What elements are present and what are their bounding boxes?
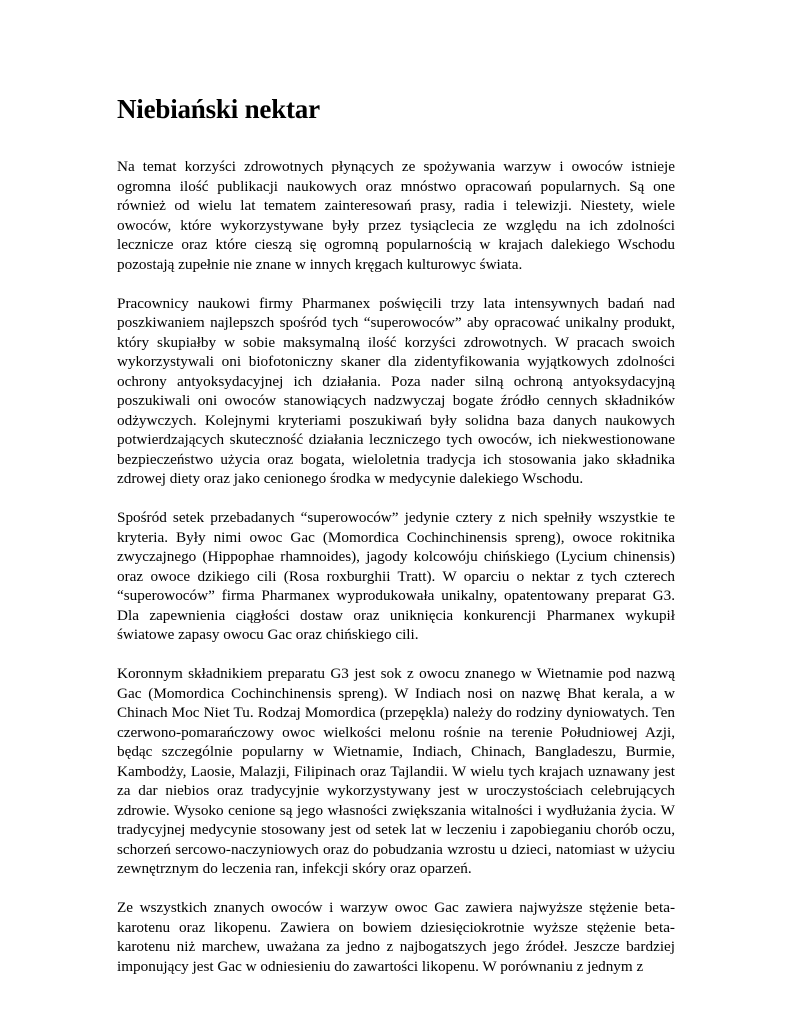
paragraph: Na temat korzyści zdrowotnych płynących ze spożywania warzyw i owoców istnieje ogromna ilość publikacji naukowych oraz mnóstwo opracowań popularnych. Są one również od wielu lat tematem zainteresowań prasy, radia i telewizji. Niestety, wiele owoców, które wykorzystywane były przez tysiąclecia ze względu na ich zdolności lecznicze oraz które cieszą się ogromną popularnością w krajach dalekiego Wschodu pozostają zupełnie nie znane w innych kręgach kulturowyc świata. xyxy=(117,158,675,273)
document-page xyxy=(117,92,675,996)
paragraph: Spośród setek przebadanych “superowoców” jedynie cztery z nich spełniły wszystkie te kryteria. Były nimi owoc Gac (Momordica Cochinchinensis spreng), owoce rokitnika zwyczajnego (Hippophae rhamnoides), jagody kolcowóju chińskiego (Lycium chinensis) oraz owoce dzikiego cili (Rosa roxburghii Tratt). W oparciu o nektar z tych czterech “superowoców” firma Pharmanex wyprodukowała unikalny, opatentowany preparat G3. Dla zapewnienia ciągłości dostaw oraz uniknięcia konkurencji Pharmanex wykupił światowe zapasy owocu Gac oraz chińskiego cili. xyxy=(117,509,675,643)
document-body xyxy=(117,157,675,976)
document-title: Niebiański nektar xyxy=(117,94,320,124)
paragraph: Ze wszystkich znanych owoców i warzyw owoc Gac zawiera najwyższe stężenie beta-karotenu oraz likopenu. Zawiera on bowiem dziesięciokrotnie wyższe stężenie beta-karotenu niż marchew, uważana za jedno z najbogatszych jego źródeł. Jeszcze bardziej imponujący jest Gac w odniesieniu do zawartości likopenu. W porównaniu z jednym z xyxy=(117,899,675,975)
paragraph: Koronnym składnikiem preparatu G3 jest sok z owocu znanego w Wietnamie pod nazwą Gac (Momordica Cochinchinensis spreng). W Indiach nosi on nazwę Bhat kerala, a w Chinach Moc Niet Tu. Rodzaj Momordica (przepękla) należy do rodziny dyniowatych. Ten czerwono-pomarańczowy owoc wielkości melonu rośnie na terenie Południowej Azji, będąc szczególnie popularny w Wietnamie, Indiach, Chinach, Bangladeszu, Burmie, Kambodży, Laosie, Malazji, Filipinach oraz Tajlandii. W wielu tych krajach uznawany jest za dar niebios oraz tradycyjnie wykorzystywany jest w uroczystościach celebrujących zdrowie. Wysoko cenione są jego własności zwiększania witalności i wydłużania życia. W tradycyjnej medycynie stosowany jest od setek lat w leczeniu i zapobieganiu chorób oczu, schorzeń sercowo-naczyniowych oraz do pobudzania wzrostu u dzieci, natomiast w użyciu zewnętrznym do leczenia ran, infekcji skóry oraz oparzeń. xyxy=(117,665,675,877)
paragraph: Pracownicy naukowi firmy Pharmanex poświęcili trzy lata intensywnych badań nad poszkiwaniem najlepszch spośród tych “superowoców” aby opracować unikalny produkt, który skupiałby w sobie maksymalną ilość korzyści zdrowotnych. W pracach swoich wykorzystywali oni biofotoniczny skaner dla zidentyfikowania wyjątkowych zdolności ochrony antyoksydacyjnej ich działania. Poza nader silną ochroną antyoksydacyjną poszukiwali oni owoców stanowiących nadzwyczaj bogate źródło cennych składników odżywczych. Kolejnymi kryteriami poszukiwań były solidna baza danych naukowych potwierdzających skuteczność działania leczniczego tych owoców, ich niekwestionowane bezpieczeństwo użycia oraz bogata, wieloletnia tradycja ich stosowania jako składnika zdrowej diety oraz jako cenionego środka w medycynie dalekiego Wschodu. xyxy=(117,294,675,487)
